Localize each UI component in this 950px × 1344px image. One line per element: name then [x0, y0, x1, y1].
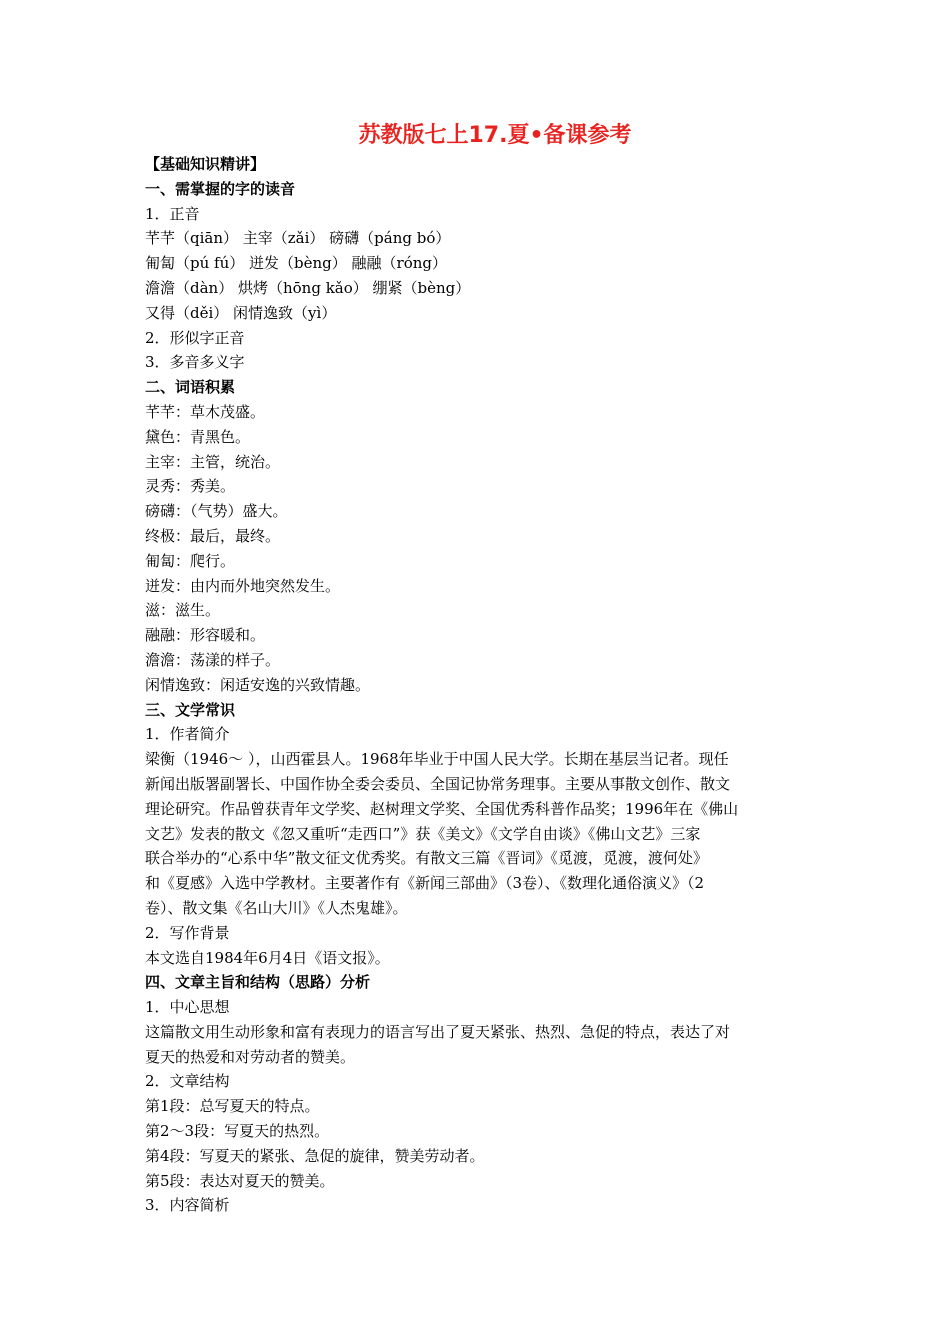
author-bio-line: 理论研究。作品曾获青年文学奖、赵树理文学奖、全国优秀科普作品奖；1996年在《佛山 — [145, 799, 739, 818]
author-bio-line: 联合举办的“心系中华”散文征文优秀奖。有散文三篇《晋词》《觅渡，觅渡，渡何处》 — [145, 849, 708, 868]
vocab-item: 闲情逸致：闲适安逸的兴致情趣。 — [145, 675, 371, 694]
vocab-item: 融融：形容暖和。 — [145, 626, 266, 645]
vocab-item: 滋：滋生。 — [145, 601, 221, 620]
document-title: 苏教版七上17.夏•备课参考 — [358, 123, 632, 148]
vocab-item: 磅礴：（气势）盛大。 — [145, 502, 288, 521]
structure-item: 第4段：写夏天的紧张、急促的旋律，赞美劳动者。 — [145, 1146, 485, 1165]
vocab-item: 灵秀：秀美。 — [145, 477, 236, 496]
structure-item: 第5段：表达对夏天的赞美。 — [145, 1171, 335, 1190]
vocab-item: 迸发：由内而外地突然发生。 — [145, 576, 341, 595]
sub-heading: 2．写作背景 — [145, 923, 230, 942]
author-bio-line: 新闻出版署副署长、中国作协全委会委员、全国记协常务理事。主要从事散文创作、散文 — [145, 774, 731, 793]
author-bio-line: 和《夏感》入选中学教材。主要著作有《新闻三部曲》（3卷）、《数理化通俗演义》（2 — [145, 874, 705, 893]
author-bio-line: 梁衡（1946～ ），山西霍县人。1968年毕业于中国人民大学。长期在基层当记者。现任 — [145, 750, 729, 769]
section-header: 【基础知识精讲】 — [145, 155, 266, 173]
heading-pronunciation: 一、需掌握的字的读音 — [145, 179, 296, 198]
pronunciation-line: 芊芊（qiān） 主宰（zǎi） 磅礴（páng bó） — [145, 229, 451, 248]
author-bio-line: 文艺》发表的散文《忽又重听“走西口”》获《美文》《文学自由谈》《佛山文艺》三家 — [145, 824, 701, 843]
vocab-item: 匍匐：爬行。 — [145, 551, 236, 570]
sub-heading: 2．文章结构 — [145, 1072, 230, 1091]
theme-line: 这篇散文用生动形象和富有表现力的语言写出了夏天紧张、热烈、急促的特点，表达了对 — [145, 1022, 731, 1041]
structure-item: 第2～3段：写夏天的热烈。 — [145, 1122, 330, 1141]
sub-heading: 3．内容简析 — [145, 1196, 230, 1215]
vocab-item: 芊芊：草木茂盛。 — [145, 402, 266, 421]
sub-heading: 1．作者简介 — [145, 725, 230, 744]
structure-item: 第1段：总写夏天的特点。 — [145, 1097, 320, 1116]
pronunciation-line: 澹澹（dàn） 烘烤（hōng kǎo） 绷紧（bèng） — [145, 278, 471, 297]
sub-heading: 1．中心思想 — [145, 998, 230, 1017]
vocab-item: 澹澹：荡漾的样子。 — [145, 650, 281, 669]
sub-heading: 2．形似字正音 — [145, 328, 245, 347]
vocab-item: 终极：最后，最终。 — [145, 526, 281, 545]
document-page — [145, 120, 805, 1218]
vocab-item: 黛色：青黑色。 — [145, 427, 251, 446]
pronunciation-line: 匍匐（pú fú） 迸发（bèng） 融融（róng） — [145, 254, 447, 273]
heading-vocabulary: 二、词语积累 — [145, 378, 236, 397]
theme-line: 夏天的热爱和对劳动者的赞美。 — [145, 1047, 356, 1066]
author-bio-line: 卷）、散文集《名山大川》《人杰鬼雄》。 — [145, 898, 408, 917]
pronunciation-line: 又得（děi） 闲情逸致（yì） — [145, 303, 337, 322]
background-text: 本文选自1984年6月4日《语文报》。 — [145, 948, 390, 967]
sub-heading: 3．多音多义字 — [145, 353, 245, 372]
sub-heading: 1．正音 — [145, 204, 200, 223]
vocab-item: 主宰：主管，统治。 — [145, 452, 281, 471]
heading-structure: 四、文章主旨和结构（思路）分析 — [145, 973, 371, 992]
heading-literature: 三、文学常识 — [145, 700, 236, 719]
